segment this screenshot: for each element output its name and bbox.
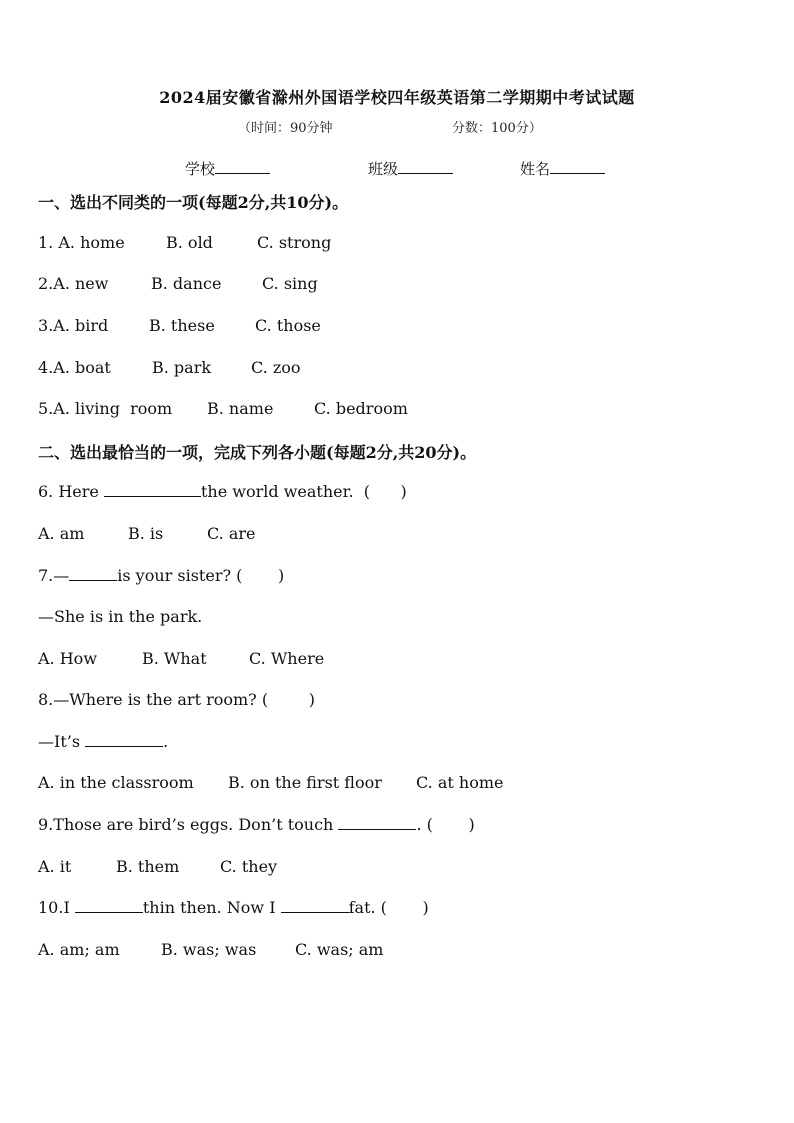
section2-heading: 二、选出最恰当的一项，完成下列各小题(每题2分,共20分)。 [38,443,477,462]
q6-text-pre: 6. Here [38,482,104,501]
school-blank[interactable] [215,173,270,174]
q7-option-c: C. Where [249,649,325,668]
q4-option-b: B. park [152,358,212,377]
q10-blank-1[interactable] [75,898,143,913]
q10-text-post: fat. ( ) [348,898,429,917]
q8-option-b: B. on the first floor [228,773,382,792]
q10-option-c: C. was; am [295,940,384,959]
q6-text-post: the world weather. ( ) [200,482,407,501]
q5-option-c: C. bedroom [314,399,408,418]
name-blank[interactable] [550,173,605,174]
q7-blank[interactable] [69,566,117,581]
q9-text-pre: 9.Those are bird’s eggs. Don’t touch [38,815,339,834]
q7-option-a: A. How [38,649,98,668]
q5-option-b: B. name [207,399,274,418]
q9-text-post: . ( ) [416,815,475,834]
q4-option-c: C. zoo [251,358,301,377]
q2-option-b: B. dance [151,274,222,293]
exam-time: （时间：90分钟 [238,121,333,136]
class-label: 班级 [368,160,399,178]
q10-text-mid: thin then. Now I [142,898,281,917]
q2-option-c: C. sing [262,274,318,293]
q1-option-c: C. strong [257,233,332,252]
q7-stem [38,566,284,585]
q6-blank[interactable] [104,482,201,497]
q5-option-a: 5.A. living room [38,399,173,418]
q7-option-b: B. What [142,649,207,668]
name-label: 姓名 [520,160,551,178]
q9-stem [38,815,475,834]
q10-text-pre: 10.I [38,898,75,917]
q10-stem [38,898,429,917]
q8-reply-pre: —It’s [38,732,86,751]
exam-score: 分数：100分） [452,121,542,136]
q8-option-a: A. in the classroom [38,773,194,792]
q1-option-a: 1. A. home [38,233,125,252]
q1-option-b: B. old [166,233,213,252]
q8-reply [38,732,168,751]
name-field [520,158,605,179]
exam-title: 2024届安徽省滁州外国语学校四年级英语第二学期期中考试试题 [159,88,635,107]
q9-option-c: C. they [220,857,278,876]
class-blank[interactable] [398,173,453,174]
q9-option-a: A. it [38,857,72,876]
q6-option-b: B. is [128,524,164,543]
q8-blank[interactable] [85,732,163,747]
school-label: 学校 [185,160,216,178]
q10-option-b: B. was; was [161,940,257,959]
q7-reply: —She is in the park. [38,607,203,626]
section1-heading: 一、选出不同类的一项(每题2分,共10分)。 [38,193,349,212]
q8-reply-post: . [163,732,169,751]
q6-option-a: A. am [38,524,85,543]
q8-stem: 8.—Where is the art room? ( ) [38,690,316,709]
q2-option-a: 2.A. new [38,274,109,293]
q9-option-b: B. them [116,857,180,876]
q6-option-c: C. are [207,524,256,543]
school-field [185,158,270,179]
q7-text-pre: 7.— [38,566,70,585]
q3-option-a: 3.A. bird [38,316,109,335]
q3-option-b: B. these [149,316,215,335]
q8-option-c: C. at home [416,773,504,792]
q3-option-c: C. those [255,316,321,335]
class-field [368,158,453,179]
q4-option-a: 4.A. boat [38,358,111,377]
q10-blank-2[interactable] [281,898,349,913]
q7-text-post: is your sister? ( ) [117,566,285,585]
q6-stem [38,482,407,501]
q10-option-a: A. am; am [38,940,120,959]
q9-blank[interactable] [338,815,416,830]
